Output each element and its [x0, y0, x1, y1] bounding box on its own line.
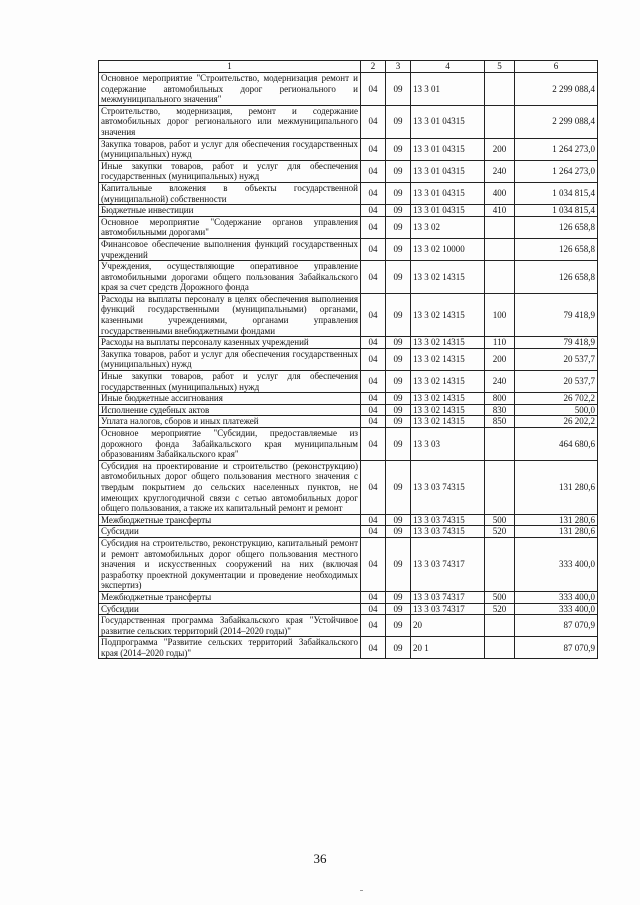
- row-section-cell: 04: [361, 371, 386, 393]
- row-subsection-cell: 09: [386, 216, 411, 238]
- row-name-cell: Финансовое обеспечение выполнения функций государственных учреждений: [99, 238, 361, 260]
- row-section-cell: 04: [361, 637, 386, 659]
- row-target-article-cell: 13 3 02 14315: [411, 416, 485, 428]
- row-section-cell: 04: [361, 205, 386, 217]
- row-subsection-cell: 09: [386, 348, 411, 370]
- table-row: [99, 460, 598, 514]
- row-section-cell: 04: [361, 460, 386, 514]
- row-amount-cell: 26 702,2: [515, 393, 598, 405]
- row-subsection-cell: 09: [386, 615, 411, 637]
- table-row: [99, 371, 598, 393]
- row-section-cell: 04: [361, 537, 386, 591]
- row-name-cell: Основное мероприятие "Строительство, модернизация ремонт и содержание автомобильных дорог регионального и межмуниципального значения": [99, 73, 361, 106]
- row-section-cell: 04: [361, 73, 386, 106]
- row-expense-type-cell: [485, 428, 515, 461]
- row-amount-cell: 1 034 815,4: [515, 182, 598, 204]
- row-name-cell: Иные закупки товаров, работ и услуг для обеспечения государственных (муниципальных) нужд: [99, 371, 361, 393]
- row-section-cell: 04: [361, 105, 386, 138]
- row-expense-type-cell: [485, 105, 515, 138]
- column-header: 4: [411, 61, 485, 73]
- row-subsection-cell: 09: [386, 138, 411, 160]
- row-amount-cell: 1 034 815,4: [515, 205, 598, 217]
- row-amount-cell: 131 280,6: [515, 526, 598, 538]
- row-subsection-cell: 09: [386, 460, 411, 514]
- row-subsection-cell: 09: [386, 160, 411, 182]
- row-name-cell: Межбюджетные трансферты: [99, 514, 361, 526]
- row-expense-type-cell: [485, 637, 515, 659]
- scan-speck: [360, 890, 363, 891]
- row-amount-cell: 2 299 088,4: [515, 105, 598, 138]
- table-row: [99, 404, 598, 416]
- table-row: [99, 393, 598, 405]
- row-expense-type-cell: 800: [485, 393, 515, 405]
- row-target-article-cell: 13 3 02 14315: [411, 261, 485, 294]
- row-expense-type-cell: 520: [485, 526, 515, 538]
- row-section-cell: 04: [361, 416, 386, 428]
- row-target-article-cell: 13 3 02 14315: [411, 371, 485, 393]
- column-header: 1: [99, 61, 361, 73]
- row-amount-cell: 333 400,0: [515, 591, 598, 603]
- row-section-cell: 04: [361, 261, 386, 294]
- row-target-article-cell: 20: [411, 615, 485, 637]
- row-section-cell: 04: [361, 591, 386, 603]
- row-subsection-cell: 09: [386, 371, 411, 393]
- row-amount-cell: 87 070,9: [515, 615, 598, 637]
- column-header: 6: [515, 61, 598, 73]
- row-section-cell: 04: [361, 514, 386, 526]
- row-expense-type-cell: 500: [485, 514, 515, 526]
- table-row: [99, 105, 598, 138]
- table-header-row: [99, 61, 598, 73]
- row-section-cell: 04: [361, 615, 386, 637]
- row-expense-type-cell: [485, 216, 515, 238]
- table-body: [99, 73, 598, 659]
- table-row: [99, 416, 598, 428]
- row-target-article-cell: 13 3 02: [411, 216, 485, 238]
- row-amount-cell: 2 299 088,4: [515, 73, 598, 106]
- row-name-cell: Строительство, модернизация, ремонт и содержание автомобильных дорог регионального или межмуниципального значения: [99, 105, 361, 138]
- row-name-cell: Уплата налогов, сборов и иных платежей: [99, 416, 361, 428]
- row-expense-type-cell: 410: [485, 205, 515, 217]
- budget-table: [98, 60, 598, 659]
- table-row: [99, 182, 598, 204]
- row-name-cell: Расходы на выплаты персоналу казенных учреждений: [99, 337, 361, 349]
- row-expense-type-cell: [485, 73, 515, 106]
- row-section-cell: 04: [361, 603, 386, 615]
- row-name-cell: Закупка товаров, работ и услуг для обеспечения государственных (муниципальных) нужд: [99, 348, 361, 370]
- row-amount-cell: 87 070,9: [515, 637, 598, 659]
- row-target-article-cell: 13 3 01 04315: [411, 160, 485, 182]
- row-expense-type-cell: 240: [485, 160, 515, 182]
- row-amount-cell: 333 400,0: [515, 537, 598, 591]
- row-section-cell: 04: [361, 293, 386, 336]
- row-subsection-cell: 09: [386, 526, 411, 538]
- row-expense-type-cell: 520: [485, 603, 515, 615]
- row-target-article-cell: 13 3 03: [411, 428, 485, 461]
- row-amount-cell: 131 280,6: [515, 460, 598, 514]
- row-section-cell: 04: [361, 404, 386, 416]
- table-row: [99, 637, 598, 659]
- row-target-article-cell: 13 3 02 14315: [411, 337, 485, 349]
- table-row: [99, 138, 598, 160]
- row-name-cell: Субсидия на строительство, реконструкцию, капитальный ремонт и ремонт автомобильных дорог общего пользования местного значения и искусственных сооружений на них (включая разработку проектной документации и проведение необходимых экспертиз): [99, 537, 361, 591]
- row-section-cell: 04: [361, 428, 386, 461]
- row-subsection-cell: 09: [386, 637, 411, 659]
- table-row: [99, 603, 598, 615]
- row-target-article-cell: 13 3 03 74317: [411, 537, 485, 591]
- row-expense-type-cell: 240: [485, 371, 515, 393]
- row-amount-cell: 126 658,8: [515, 216, 598, 238]
- table-row: [99, 591, 598, 603]
- row-name-cell: Иные закупки товаров, работ и услуг для обеспечения государственных (муниципальных) нужд: [99, 160, 361, 182]
- row-amount-cell: 464 680,6: [515, 428, 598, 461]
- row-subsection-cell: 09: [386, 514, 411, 526]
- row-subsection-cell: 09: [386, 105, 411, 138]
- row-amount-cell: 126 658,8: [515, 261, 598, 294]
- row-subsection-cell: 09: [386, 428, 411, 461]
- row-subsection-cell: 09: [386, 603, 411, 615]
- row-name-cell: Государственная программа Забайкальского края "Устойчивое развитие сельских территорий (2014–2020 годы)": [99, 615, 361, 637]
- row-name-cell: Расходы на выплаты персоналу в целях обеспечения выполнения функций государственными (муниципальными) органами, казенными учреждениями, органами управления государственными внебюджетными фондами: [99, 293, 361, 336]
- row-target-article-cell: 13 3 01 04315: [411, 205, 485, 217]
- row-name-cell: Субсидии: [99, 603, 361, 615]
- row-target-article-cell: 13 3 01 04315: [411, 182, 485, 204]
- row-name-cell: Межбюджетные трансферты: [99, 591, 361, 603]
- row-amount-cell: 79 418,9: [515, 337, 598, 349]
- table-row: [99, 348, 598, 370]
- row-section-cell: 04: [361, 138, 386, 160]
- row-subsection-cell: 09: [386, 182, 411, 204]
- row-name-cell: Капитальные вложения в объекты государственной (муниципальной) собственности: [99, 182, 361, 204]
- table-row: [99, 514, 598, 526]
- row-subsection-cell: 09: [386, 293, 411, 336]
- row-name-cell: Подпрограмма "Развитие сельских территорий Забайкальского края (2014–2020 годы)": [99, 637, 361, 659]
- row-subsection-cell: 09: [386, 238, 411, 260]
- row-amount-cell: 20 537,7: [515, 348, 598, 370]
- row-amount-cell: 1 264 273,0: [515, 160, 598, 182]
- table-row: [99, 293, 598, 336]
- row-expense-type-cell: [485, 615, 515, 637]
- row-target-article-cell: 13 3 01: [411, 73, 485, 106]
- row-section-cell: 04: [361, 238, 386, 260]
- row-expense-type-cell: 110: [485, 337, 515, 349]
- row-amount-cell: 500,0: [515, 404, 598, 416]
- row-name-cell: Учреждения, осуществляющие оперативное управление автомобильными дорогами общего пользования Забайкальского края за счет средств Дорожного фонда: [99, 261, 361, 294]
- table-row: [99, 428, 598, 461]
- table-row: [99, 238, 598, 260]
- row-amount-cell: 131 280,6: [515, 514, 598, 526]
- row-target-article-cell: 13 3 02 14315: [411, 404, 485, 416]
- row-name-cell: Основное мероприятие "Содержание органов управления автомобильными дорогами": [99, 216, 361, 238]
- table-row: [99, 537, 598, 591]
- row-expense-type-cell: 100: [485, 293, 515, 336]
- table-row: [99, 526, 598, 538]
- row-target-article-cell: 13 3 01 04315: [411, 105, 485, 138]
- row-amount-cell: 79 418,9: [515, 293, 598, 336]
- row-target-article-cell: 13 3 02 14315: [411, 348, 485, 370]
- row-subsection-cell: 09: [386, 591, 411, 603]
- row-amount-cell: 1 264 273,0: [515, 138, 598, 160]
- row-target-article-cell: 13 3 03 74317: [411, 591, 485, 603]
- row-target-article-cell: 13 3 03 74315: [411, 526, 485, 538]
- row-section-cell: 04: [361, 337, 386, 349]
- row-amount-cell: 126 658,8: [515, 238, 598, 260]
- row-expense-type-cell: 850: [485, 416, 515, 428]
- table-row: [99, 261, 598, 294]
- row-subsection-cell: 09: [386, 416, 411, 428]
- column-header: 3: [386, 61, 411, 73]
- row-subsection-cell: 09: [386, 337, 411, 349]
- row-section-cell: 04: [361, 526, 386, 538]
- table-row: [99, 160, 598, 182]
- row-subsection-cell: 09: [386, 393, 411, 405]
- row-subsection-cell: 09: [386, 261, 411, 294]
- row-section-cell: 04: [361, 182, 386, 204]
- table-row: [99, 615, 598, 637]
- row-name-cell: Исполнение судебных актов: [99, 404, 361, 416]
- row-subsection-cell: 09: [386, 205, 411, 217]
- row-expense-type-cell: [485, 261, 515, 294]
- row-section-cell: 04: [361, 393, 386, 405]
- row-expense-type-cell: 500: [485, 591, 515, 603]
- row-target-article-cell: 13 3 03 74315: [411, 460, 485, 514]
- row-expense-type-cell: 830: [485, 404, 515, 416]
- page-number: 36: [313, 851, 327, 866]
- row-target-article-cell: 13 3 02 10000: [411, 238, 485, 260]
- row-target-article-cell: 13 3 03 74317: [411, 603, 485, 615]
- row-amount-cell: 20 537,7: [515, 371, 598, 393]
- row-expense-type-cell: 400: [485, 182, 515, 204]
- row-subsection-cell: 09: [386, 537, 411, 591]
- row-name-cell: Закупка товаров, работ и услуг для обеспечения государственных (муниципальных) нужд: [99, 138, 361, 160]
- row-name-cell: Субсидия на проектирование и строительство (реконструкцию) автомобильных дорог общего пользования местного значения с твердым покрытием до сельских населенных пунктов, не имеющих круглогодичной связи с сетью автомобильных дорог общего пользования, а также их капитальный ремонт и ремонт: [99, 460, 361, 514]
- row-expense-type-cell: 200: [485, 348, 515, 370]
- row-expense-type-cell: [485, 460, 515, 514]
- row-name-cell: Бюджетные инвестиции: [99, 205, 361, 217]
- row-target-article-cell: 13 3 03 74315: [411, 514, 485, 526]
- column-header: 5: [485, 61, 515, 73]
- row-target-article-cell: 13 3 02 14315: [411, 293, 485, 336]
- row-subsection-cell: 09: [386, 73, 411, 106]
- row-name-cell: Основное мероприятие "Субсидии, предоставляемые из дорожного фонда Забайкальского края муниципальным образованиям Забайкальского края": [99, 428, 361, 461]
- row-name-cell: Субсидии: [99, 526, 361, 538]
- row-amount-cell: 333 400,0: [515, 603, 598, 615]
- row-subsection-cell: 09: [386, 404, 411, 416]
- table-row: [99, 205, 598, 217]
- column-header: 2: [361, 61, 386, 73]
- row-target-article-cell: 13 3 02 14315: [411, 393, 485, 405]
- table-row: [99, 337, 598, 349]
- row-name-cell: Иные бюджетные ассигнования: [99, 393, 361, 405]
- row-expense-type-cell: 200: [485, 138, 515, 160]
- row-expense-type-cell: [485, 537, 515, 591]
- row-amount-cell: 26 202,2: [515, 416, 598, 428]
- row-expense-type-cell: [485, 238, 515, 260]
- row-section-cell: 04: [361, 216, 386, 238]
- row-target-article-cell: 13 3 01 04315: [411, 138, 485, 160]
- table-row: [99, 216, 598, 238]
- row-target-article-cell: 20 1: [411, 637, 485, 659]
- table-row: [99, 73, 598, 106]
- row-section-cell: 04: [361, 160, 386, 182]
- row-section-cell: 04: [361, 348, 386, 370]
